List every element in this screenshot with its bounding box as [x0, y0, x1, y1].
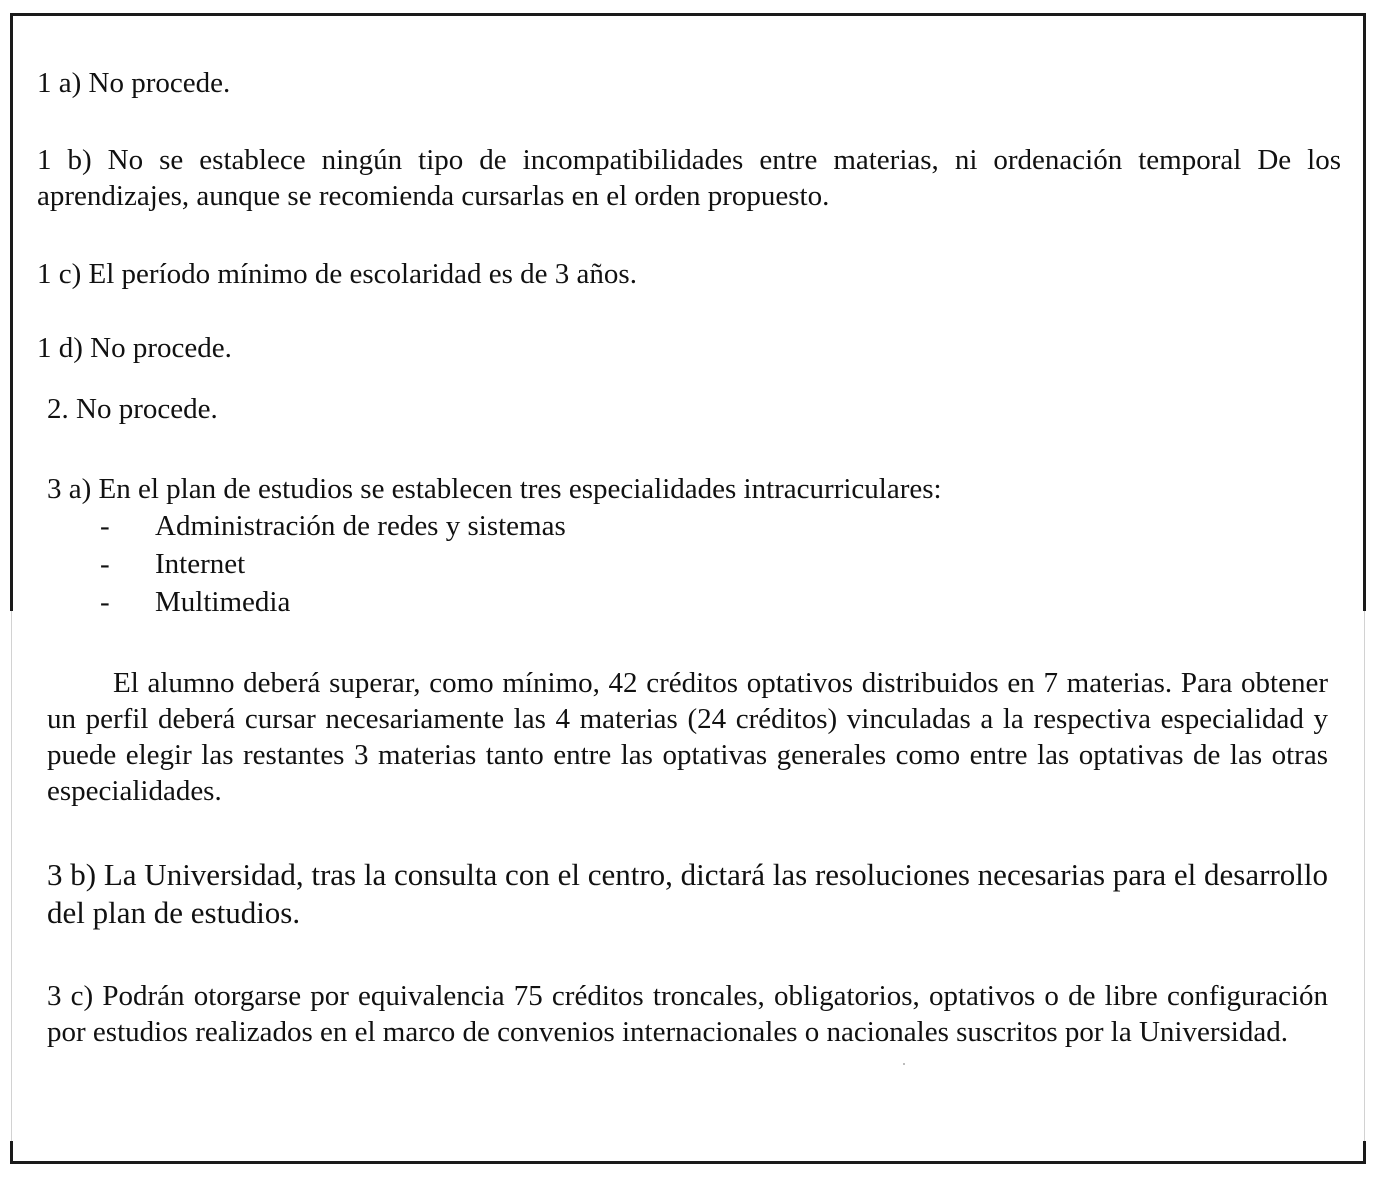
specialties-list: [100, 507, 566, 621]
paragraph-1a: 1 a) No procede.: [37, 67, 231, 99]
paragraph-3c: 3 c) Podrán otorgarse por equivalencia 75 créditos troncales, obligatorios, optativos o de libre configuración por estudios realizados en el marco de convenios internacionales o nacionales suscritos por la Universidad.: [47, 980, 1328, 1048]
bullet-dash: -: [100, 586, 110, 618]
frame-right-border: [1363, 13, 1366, 611]
paragraph-3a: 3 a) En el plan de estudios se establecen tres especialidades intracurriculares:: [47, 473, 942, 505]
paragraph-3b: 3 b) La Universidad, tras la consulta con el centro, dictará las resoluciones necesarias para el desarrollo del plan de estudios.: [47, 857, 1328, 930]
paragraph-2: 2. No procede.: [47, 393, 218, 425]
paragraph-optativos: El alumno deberá superar, como mínimo, 42 créditos optativos distribuidos en 7 materias. Para obtener un perfil deberá cursar necesariamente las 4 materias (24 créditos) vinculadas a la respectiva especialidad y puede elegir las restantes 3 materias tanto entre las optativas generales como entre las optativas de las otras especialidades.: [47, 667, 1328, 807]
frame-bottom-border: [10, 1161, 1366, 1164]
specialty-label: Internet: [155, 548, 246, 580]
frame-left-faint-border: [11, 611, 12, 1141]
list-item: [100, 545, 566, 583]
frame-top-border: [10, 13, 1366, 16]
frame-right-faint-border: [1364, 611, 1365, 1141]
bullet-dash: -: [100, 548, 110, 580]
scan-speck: [903, 1063, 905, 1065]
paragraph-1b: 1 b) No se establece ningún tipo de incompatibilidades entre materias, ni ordenación temporal De los aprendizajes, aunque se recomienda cursarlas en el orden propuesto.: [37, 144, 1341, 212]
paragraph-1c: 1 c) El período mínimo de escolaridad es de 3 años.: [37, 258, 637, 290]
specialty-label: Multimedia: [155, 586, 291, 618]
specialty-label: Administración de redes y sistemas: [155, 510, 566, 542]
frame-left-border: [10, 13, 13, 611]
list-item: [100, 583, 566, 621]
bullet-dash: -: [100, 510, 110, 542]
list-item: [100, 507, 566, 545]
paragraph-1d: 1 d) No procede.: [37, 332, 232, 364]
